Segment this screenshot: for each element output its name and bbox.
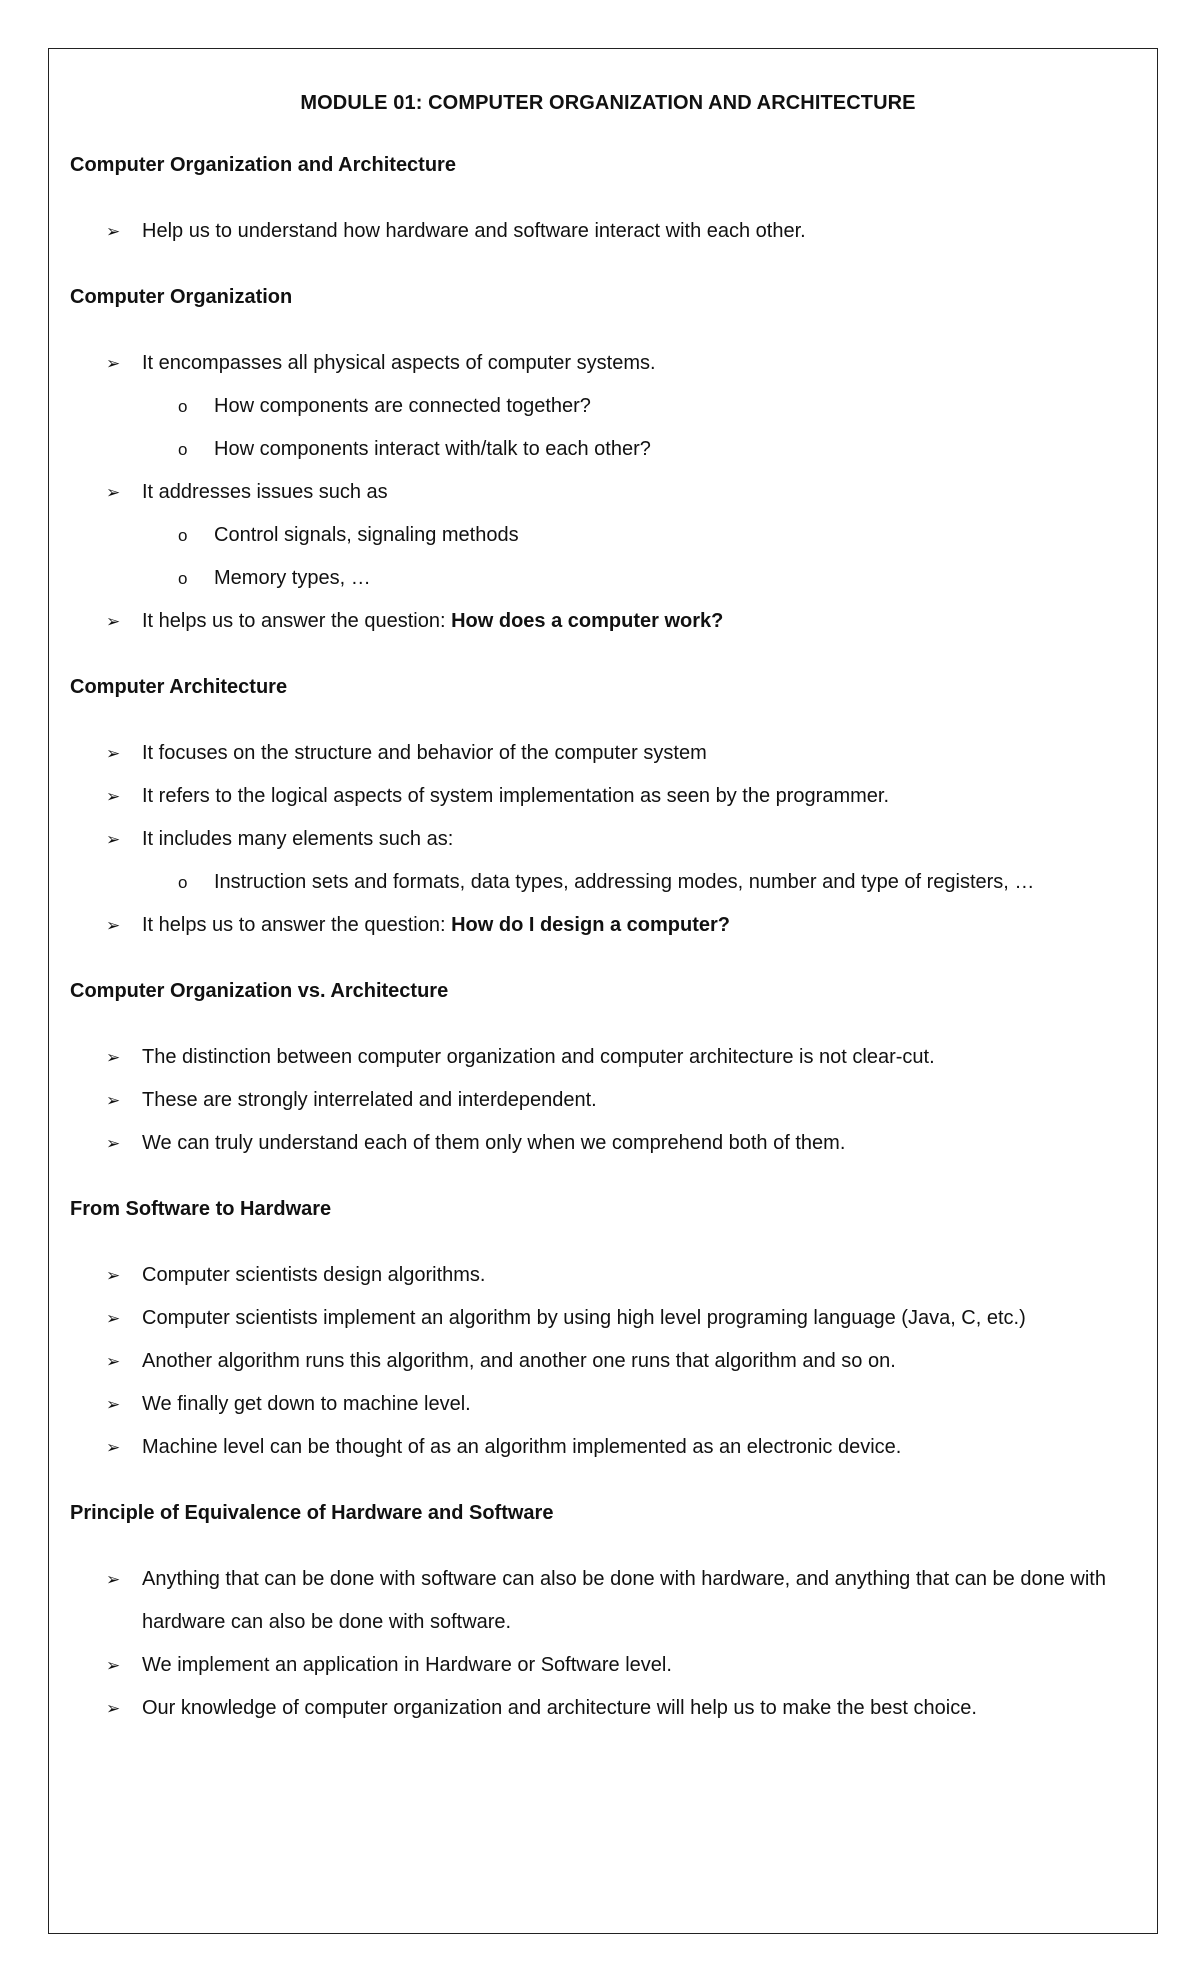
section-coa bbox=[70, 153, 1130, 253]
section-heading: Computer Organization vs. Architecture bbox=[70, 980, 449, 1002]
list-item-text: Help us to understand how hardware and software interact with each other. bbox=[142, 220, 806, 242]
sub-list-item bbox=[142, 557, 1130, 600]
list-item bbox=[70, 1383, 1130, 1426]
bullet-list bbox=[70, 210, 1130, 253]
sub-list-item-text: Instruction sets and formats, data types, addressing modes, number and type of registers, … bbox=[214, 871, 1035, 893]
list-item-text: Anything that can be done with software can also be done with hardware, and anything that can be done with hardware can also be done with software. bbox=[142, 1568, 1106, 1633]
arrow-bullet-icon: ➢ bbox=[106, 354, 121, 373]
section-organization-vs-architecture bbox=[70, 979, 1130, 1165]
list-item bbox=[70, 1558, 1130, 1644]
section-computer-organization bbox=[70, 285, 1130, 643]
list-item bbox=[70, 1297, 1130, 1340]
sub-list-item bbox=[142, 385, 1130, 428]
sub-list-item bbox=[142, 514, 1130, 557]
sub-list-item-text: How components interact with/talk to each other? bbox=[214, 438, 651, 460]
list-item-text: Another algorithm runs this algorithm, and another one runs that algorithm and so on. bbox=[142, 1350, 896, 1372]
list-item bbox=[70, 1122, 1130, 1165]
list-item bbox=[70, 210, 1130, 253]
arrow-bullet-icon: ➢ bbox=[106, 612, 121, 631]
list-item bbox=[70, 732, 1130, 775]
arrow-bullet-icon: ➢ bbox=[106, 1656, 121, 1675]
bullet-list bbox=[70, 1558, 1130, 1730]
list-item bbox=[70, 1687, 1130, 1730]
list-item-text: It includes many elements such as: bbox=[142, 828, 454, 850]
section-heading: From Software to Hardware bbox=[70, 1198, 332, 1220]
list-item-text: It focuses on the structure and behavior of the computer system bbox=[142, 742, 707, 764]
list-item-text: Machine level can be thought of as an algorithm implemented as an electronic device. bbox=[142, 1436, 902, 1458]
list-item-text: It addresses issues such as bbox=[142, 481, 388, 503]
list-item-text: We can truly understand each of them only when we comprehend both of them. bbox=[142, 1132, 846, 1154]
list-item-text: It helps us to answer the question: bbox=[142, 610, 452, 632]
section-heading: Principle of Equivalence of Hardware and Software bbox=[70, 1502, 554, 1524]
section-heading: Computer Organization bbox=[70, 286, 293, 308]
bullet-list bbox=[70, 1254, 1130, 1469]
list-item bbox=[70, 471, 1130, 600]
sub-list-item bbox=[142, 861, 1130, 904]
arrow-bullet-icon: ➢ bbox=[106, 1309, 121, 1328]
list-item-text: It helps us to answer the question: bbox=[142, 914, 452, 936]
arrow-bullet-icon: ➢ bbox=[106, 1438, 121, 1457]
list-item-text: We implement an application in Hardware or Software level. bbox=[142, 1654, 672, 1676]
circle-bullet-icon: o bbox=[178, 440, 188, 459]
arrow-bullet-icon: ➢ bbox=[106, 830, 121, 849]
list-item bbox=[70, 775, 1130, 818]
arrow-bullet-icon: ➢ bbox=[106, 744, 121, 763]
list-item bbox=[70, 818, 1130, 904]
sub-list bbox=[142, 514, 1130, 600]
circle-bullet-icon: o bbox=[178, 526, 188, 545]
section-equivalence-principle bbox=[70, 1501, 1130, 1730]
bullet-list bbox=[70, 1036, 1130, 1165]
list-item bbox=[70, 1426, 1130, 1469]
list-item-text: These are strongly interrelated and interdependent. bbox=[142, 1089, 597, 1111]
list-item bbox=[70, 1644, 1130, 1687]
list-item bbox=[70, 1036, 1130, 1079]
arrow-bullet-icon: ➢ bbox=[106, 916, 121, 935]
arrow-bullet-icon: ➢ bbox=[106, 1570, 121, 1589]
arrow-bullet-icon: ➢ bbox=[106, 1266, 121, 1285]
list-item bbox=[70, 904, 1130, 947]
bullet-list bbox=[70, 342, 1130, 643]
list-item-text: It encompasses all physical aspects of computer systems. bbox=[142, 352, 656, 374]
list-item bbox=[70, 1079, 1130, 1122]
list-item-text: We finally get down to machine level. bbox=[142, 1393, 471, 1415]
list-item bbox=[70, 342, 1130, 471]
section-heading: Computer Architecture bbox=[70, 676, 288, 698]
document-title: MODULE 01: COMPUTER ORGANIZATION AND ARCHITECTURE bbox=[300, 92, 916, 114]
list-item-text: Computer scientists design algorithms. bbox=[142, 1264, 486, 1286]
arrow-bullet-icon: ➢ bbox=[106, 1048, 121, 1067]
list-item bbox=[70, 1254, 1130, 1297]
arrow-bullet-icon: ➢ bbox=[106, 1395, 121, 1414]
section-software-to-hardware bbox=[70, 1197, 1130, 1469]
list-item-text: Our knowledge of computer organization and architecture will help us to make the best choice. bbox=[142, 1697, 977, 1719]
list-item-text: It refers to the logical aspects of system implementation as seen by the programmer. bbox=[142, 785, 890, 807]
arrow-bullet-icon: ➢ bbox=[106, 1091, 121, 1110]
sub-list-item-text: Memory types, … bbox=[214, 567, 371, 589]
section-heading: Computer Organization and Architecture bbox=[70, 154, 456, 176]
arrow-bullet-icon: ➢ bbox=[106, 483, 121, 502]
emphasized-question: How do I design a computer? bbox=[451, 914, 730, 936]
emphasized-question: How does a computer work? bbox=[451, 610, 724, 632]
list-item bbox=[70, 1340, 1130, 1383]
list-item-text: The distinction between computer organization and computer architecture is not clear-cut. bbox=[142, 1046, 935, 1068]
document-body bbox=[70, 92, 1130, 1762]
sub-list-item-text: How components are connected together? bbox=[214, 395, 591, 417]
arrow-bullet-icon: ➢ bbox=[106, 787, 121, 806]
bullet-list bbox=[70, 732, 1130, 947]
sub-list bbox=[142, 385, 1130, 471]
circle-bullet-icon: o bbox=[178, 873, 188, 892]
arrow-bullet-icon: ➢ bbox=[106, 1699, 121, 1718]
sub-list-item-text: Control signals, signaling methods bbox=[214, 524, 519, 546]
sub-list-item bbox=[142, 428, 1130, 471]
section-computer-architecture bbox=[70, 675, 1130, 947]
arrow-bullet-icon: ➢ bbox=[106, 1134, 121, 1153]
circle-bullet-icon: o bbox=[178, 569, 188, 588]
list-item-text: Computer scientists implement an algorithm by using high level programing language (Java, C, etc.) bbox=[142, 1307, 1026, 1329]
sub-list bbox=[142, 861, 1130, 904]
arrow-bullet-icon: ➢ bbox=[106, 222, 121, 241]
circle-bullet-icon: o bbox=[178, 397, 188, 416]
arrow-bullet-icon: ➢ bbox=[106, 1352, 121, 1371]
list-item bbox=[70, 600, 1130, 643]
